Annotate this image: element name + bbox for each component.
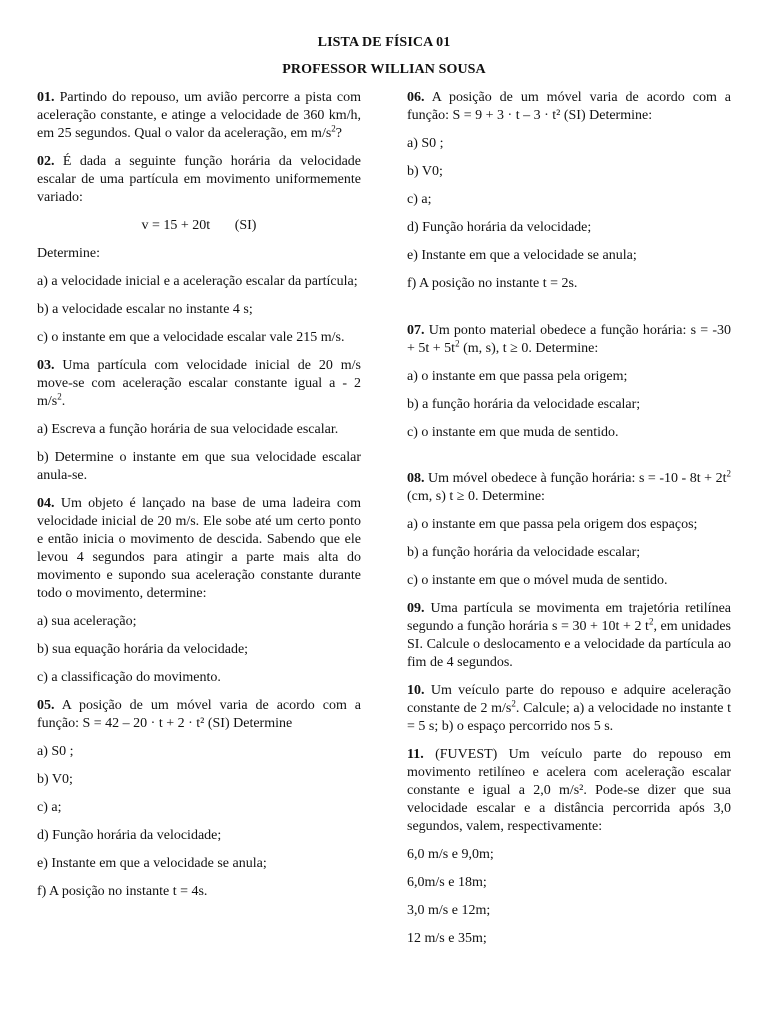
- spacer: [407, 303, 731, 322]
- question-text: A posição de um móvel varia de acordo com a função: S = 42 – 20 · t + 2 · t² (SI) Determine: [37, 698, 361, 731]
- question-number: 05.: [37, 698, 55, 713]
- question-01: [37, 89, 361, 143]
- question-number: 08.: [407, 471, 425, 486]
- question-04: [37, 495, 361, 603]
- item-c: c) o instante em que muda de sentido.: [407, 425, 619, 440]
- question-08: [407, 470, 731, 506]
- question-text: A posição de um móvel varia de acordo com a função: S = 9 + 3 · t – 3 · t² (SI) Determine:: [407, 90, 731, 123]
- item-b: b) Determine o instante em que sua velocidade escalar anula-se.: [37, 450, 361, 483]
- question-number: 10.: [407, 683, 425, 698]
- item-e: e) Instante em que a velocidade se anula;: [407, 248, 637, 263]
- item-b: b) sua equação horária da velocidade;: [37, 642, 249, 657]
- determine-label: Determine:: [37, 246, 100, 261]
- question-09: [407, 600, 731, 672]
- page-title: LISTA DE FÍSICA 01: [317, 35, 451, 50]
- question-text-end: .: [61, 394, 66, 409]
- question-11: [407, 746, 731, 836]
- item-b: b) a função horária da velocidade escalar;: [407, 397, 641, 412]
- question-text: É dada a seguinte função horária da velocidade escalar de uma partícula em movimento uniformemente variado:: [37, 154, 361, 205]
- question-text: Uma partícula se movimenta em trajetória retilínea segundo a função horária s = 30 + 10t + 2 t: [407, 601, 732, 634]
- option-3: 3,0 m/s e 12m;: [407, 903, 491, 918]
- superscript: 2: [511, 698, 516, 709]
- question-06: [407, 89, 731, 125]
- question-05: [37, 697, 361, 733]
- question-text-end: (cm, s) t ≥ 0. Determine:: [407, 489, 545, 504]
- question-number: 02.: [37, 154, 55, 169]
- superscript: 2: [455, 338, 460, 349]
- professor-name: PROFESSOR WILLIAN SOUSA: [282, 62, 486, 77]
- question-number: 07.: [407, 323, 425, 338]
- option-2: 6,0m/s e 18m;: [407, 875, 487, 890]
- item-b: b) a velocidade escalar no instante 4 s;: [37, 302, 253, 317]
- item-e: e) Instante em que a velocidade se anula;: [37, 856, 267, 871]
- left-column: [37, 89, 361, 911]
- item-a: a) Escreva a função horária de sua velocidade escalar.: [37, 422, 339, 437]
- question-text: Partindo do repouso, um avião percorre a pista com aceleração constante, e atinge a velocidade de 360 km/h, em 25 segundos. Qual o valor da aceleração, em m/s: [37, 90, 362, 141]
- item-a: a) sua aceleração;: [37, 614, 137, 629]
- item-a: a) o instante em que passa pela origem dos espaços;: [407, 517, 698, 532]
- item-a: a) o instante em que passa pela origem;: [407, 369, 628, 384]
- item-b: b) V0;: [407, 164, 443, 179]
- item-b: b) V0;: [37, 772, 73, 787]
- right-column: [407, 89, 731, 958]
- question-number: 01.: [37, 90, 55, 105]
- question-03: [37, 357, 361, 411]
- superscript: 2: [726, 468, 732, 479]
- option-1: 6,0 m/s e 9,0m;: [407, 847, 494, 862]
- question-text-end: . Calcule; a) a velocidade no instante t = 5 s; b) o espaço percorrido nos 5 s.: [407, 701, 731, 734]
- spacer: [407, 452, 731, 470]
- superscript: 2: [331, 123, 336, 134]
- item-a: a) a velocidade inicial e a aceleração escalar da partícula;: [37, 274, 358, 289]
- question-text: Um móvel obedece à função horária: s = -10 - 8t + 2t: [428, 471, 727, 486]
- question-text-end: , em unidades SI. Calcule o deslocamento e a velocidade da partícula ao fim de 4 segundos.: [407, 619, 731, 670]
- formula: v = 15 + 20t (SI): [141, 218, 257, 233]
- item-d: d) Função horária da velocidade;: [407, 220, 592, 235]
- question-text: (FUVEST) Um veículo parte do repouso em movimento retilíneo e acelera com aceleração escalar constante e igual a 2,0 m/s². Pode-se dizer que sua velocidade escalar e a distância percorrida após 3,0 segundos, valem, respectivamente:: [407, 747, 732, 834]
- question-text-end: ?: [335, 126, 343, 141]
- question-number: 03.: [37, 358, 55, 373]
- question-number: 06.: [407, 90, 425, 105]
- question-text-end: (m, s), t ≥ 0. Determine:: [459, 341, 599, 356]
- question-text: Um ponto material obedece a função horária: s = -30 + 5t + 5t: [407, 323, 732, 356]
- item-f: f) A posição no instante t = 2s.: [407, 276, 578, 291]
- item-c: c) a classificação do movimento.: [37, 670, 221, 685]
- superscript: 2: [57, 391, 62, 402]
- question-number: 11.: [407, 747, 424, 762]
- item-a: a) S0 ;: [37, 744, 74, 759]
- question-number: 09.: [407, 601, 425, 616]
- item-c: c) a;: [407, 192, 432, 207]
- question-10: [407, 682, 731, 736]
- question-02: [37, 153, 361, 207]
- superscript: 2: [648, 616, 654, 627]
- item-f: f) A posição no instante t = 4s.: [37, 884, 208, 899]
- item-d: d) Função horária da velocidade;: [37, 828, 222, 843]
- question-text: Um veículo parte do repouso e adquire aceleração constante de 2 m/s: [407, 683, 731, 716]
- question-text: Uma partícula com velocidade inicial de 20 m/s move-se com aceleração escalar constante igual a - 2 m/s: [37, 358, 362, 409]
- question-number: 04.: [37, 496, 55, 511]
- item-b: b) a função horária da velocidade escalar;: [407, 545, 641, 560]
- item-c: c) a;: [37, 800, 62, 815]
- option-4: 12 m/s e 35m;: [407, 931, 487, 946]
- item-a: a) S0 ;: [407, 136, 444, 151]
- question-07: [407, 322, 731, 358]
- item-c: c) o instante em que a velocidade escalar vale 215 m/s.: [37, 330, 345, 345]
- item-c: c) o instante em que o móvel muda de sentido.: [407, 573, 668, 588]
- question-text: Um objeto é lançado na base de uma ladeira com velocidade inicial de 20 m/s. Ele sobe até um certo ponto e então inicia o movimento de descida. Sabendo que ele levou 4 segundos para atingir a parte mais alta do movimento e supondo sua aceleração constante durante todo o movimento, determine:: [37, 496, 362, 601]
